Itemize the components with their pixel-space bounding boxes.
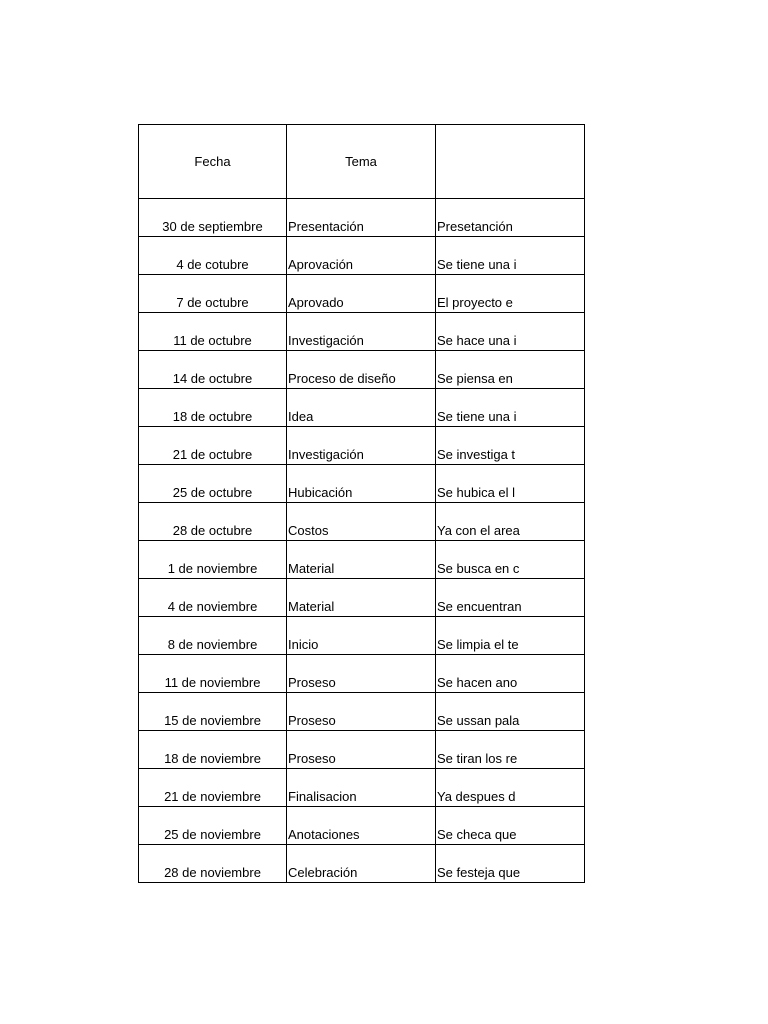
table-row [139,199,585,237]
cell-descripcion: Se limpia el te [436,617,585,655]
table-row [139,845,585,883]
cell-tema: Proseso [287,731,436,769]
cell-descripcion: Se festeja que [436,845,585,883]
cell-fecha: 11 de noviembre [139,655,287,693]
cell-descripcion: Se piensa en [436,351,585,389]
table-row [139,807,585,845]
cell-descripcion: Se hacen ano [436,655,585,693]
header-row [139,125,585,199]
cell-descripcion: Se checa que [436,807,585,845]
table-row [139,313,585,351]
cell-descripcion: Se busca en c [436,541,585,579]
header-tema: Tema [287,125,436,199]
cell-tema: Celebración [287,845,436,883]
table-row [139,465,585,503]
cell-descripcion: Ya despues d [436,769,585,807]
table-row [139,503,585,541]
cell-tema: Material [287,579,436,617]
header-descripcion [436,125,585,199]
table-row [139,655,585,693]
table-row [139,427,585,465]
cell-fecha: 4 de noviembre [139,579,287,617]
cell-fecha: 1 de noviembre [139,541,287,579]
cell-fecha: 18 de noviembre [139,731,287,769]
cell-fecha: 4 de cotubre [139,237,287,275]
cell-tema: Investigación [287,427,436,465]
cell-descripcion: Se tiene una i [436,237,585,275]
table-row [139,769,585,807]
cell-fecha: 11 de octubre [139,313,287,351]
cell-tema: Proseso [287,655,436,693]
schedule-sheet [138,124,522,883]
cell-fecha: 25 de octubre [139,465,287,503]
cell-tema: Idea [287,389,436,427]
cell-descripcion: Se tiene una i [436,389,585,427]
table-row [139,617,585,655]
table-row [139,731,585,769]
cell-tema: Finalisacion [287,769,436,807]
cell-descripcion: El proyecto e [436,275,585,313]
cell-descripcion: Se encuentran [436,579,585,617]
cell-fecha: 7 de octubre [139,275,287,313]
cell-fecha: 30 de septiembre [139,199,287,237]
cell-descripcion: Se hace una i [436,313,585,351]
cell-tema: Anotaciones [287,807,436,845]
cell-fecha: 28 de octubre [139,503,287,541]
cell-fecha: 14 de octubre [139,351,287,389]
cell-tema: Proceso de diseño [287,351,436,389]
table-row [139,351,585,389]
cell-tema: Material [287,541,436,579]
table-row [139,237,585,275]
table-row [139,693,585,731]
cell-descripcion: Ya con el area [436,503,585,541]
cell-fecha: 25 de noviembre [139,807,287,845]
cell-tema: Aprovación [287,237,436,275]
cell-tema: Presentación [287,199,436,237]
cell-tema: Costos [287,503,436,541]
table-row [139,389,585,427]
cell-fecha: 15 de noviembre [139,693,287,731]
cell-tema: Aprovado [287,275,436,313]
cell-fecha: 21 de noviembre [139,769,287,807]
cell-descripcion: Se investiga t [436,427,585,465]
cell-tema: Investigación [287,313,436,351]
schedule-table [138,124,585,883]
cell-tema: Proseso [287,693,436,731]
header-fecha: Fecha [139,125,287,199]
cell-tema: Inicio [287,617,436,655]
cell-tema: Hubicación [287,465,436,503]
cell-descripcion: Se tiran los re [436,731,585,769]
cell-descripcion: Se ussan pala [436,693,585,731]
cell-fecha: 21 de octubre [139,427,287,465]
cell-descripcion: Presetanción [436,199,585,237]
table-row [139,275,585,313]
cell-fecha: 28 de noviembre [139,845,287,883]
cell-fecha: 8 de noviembre [139,617,287,655]
cell-descripcion: Se hubica el l [436,465,585,503]
table-row [139,579,585,617]
table-row [139,541,585,579]
cell-fecha: 18 de octubre [139,389,287,427]
